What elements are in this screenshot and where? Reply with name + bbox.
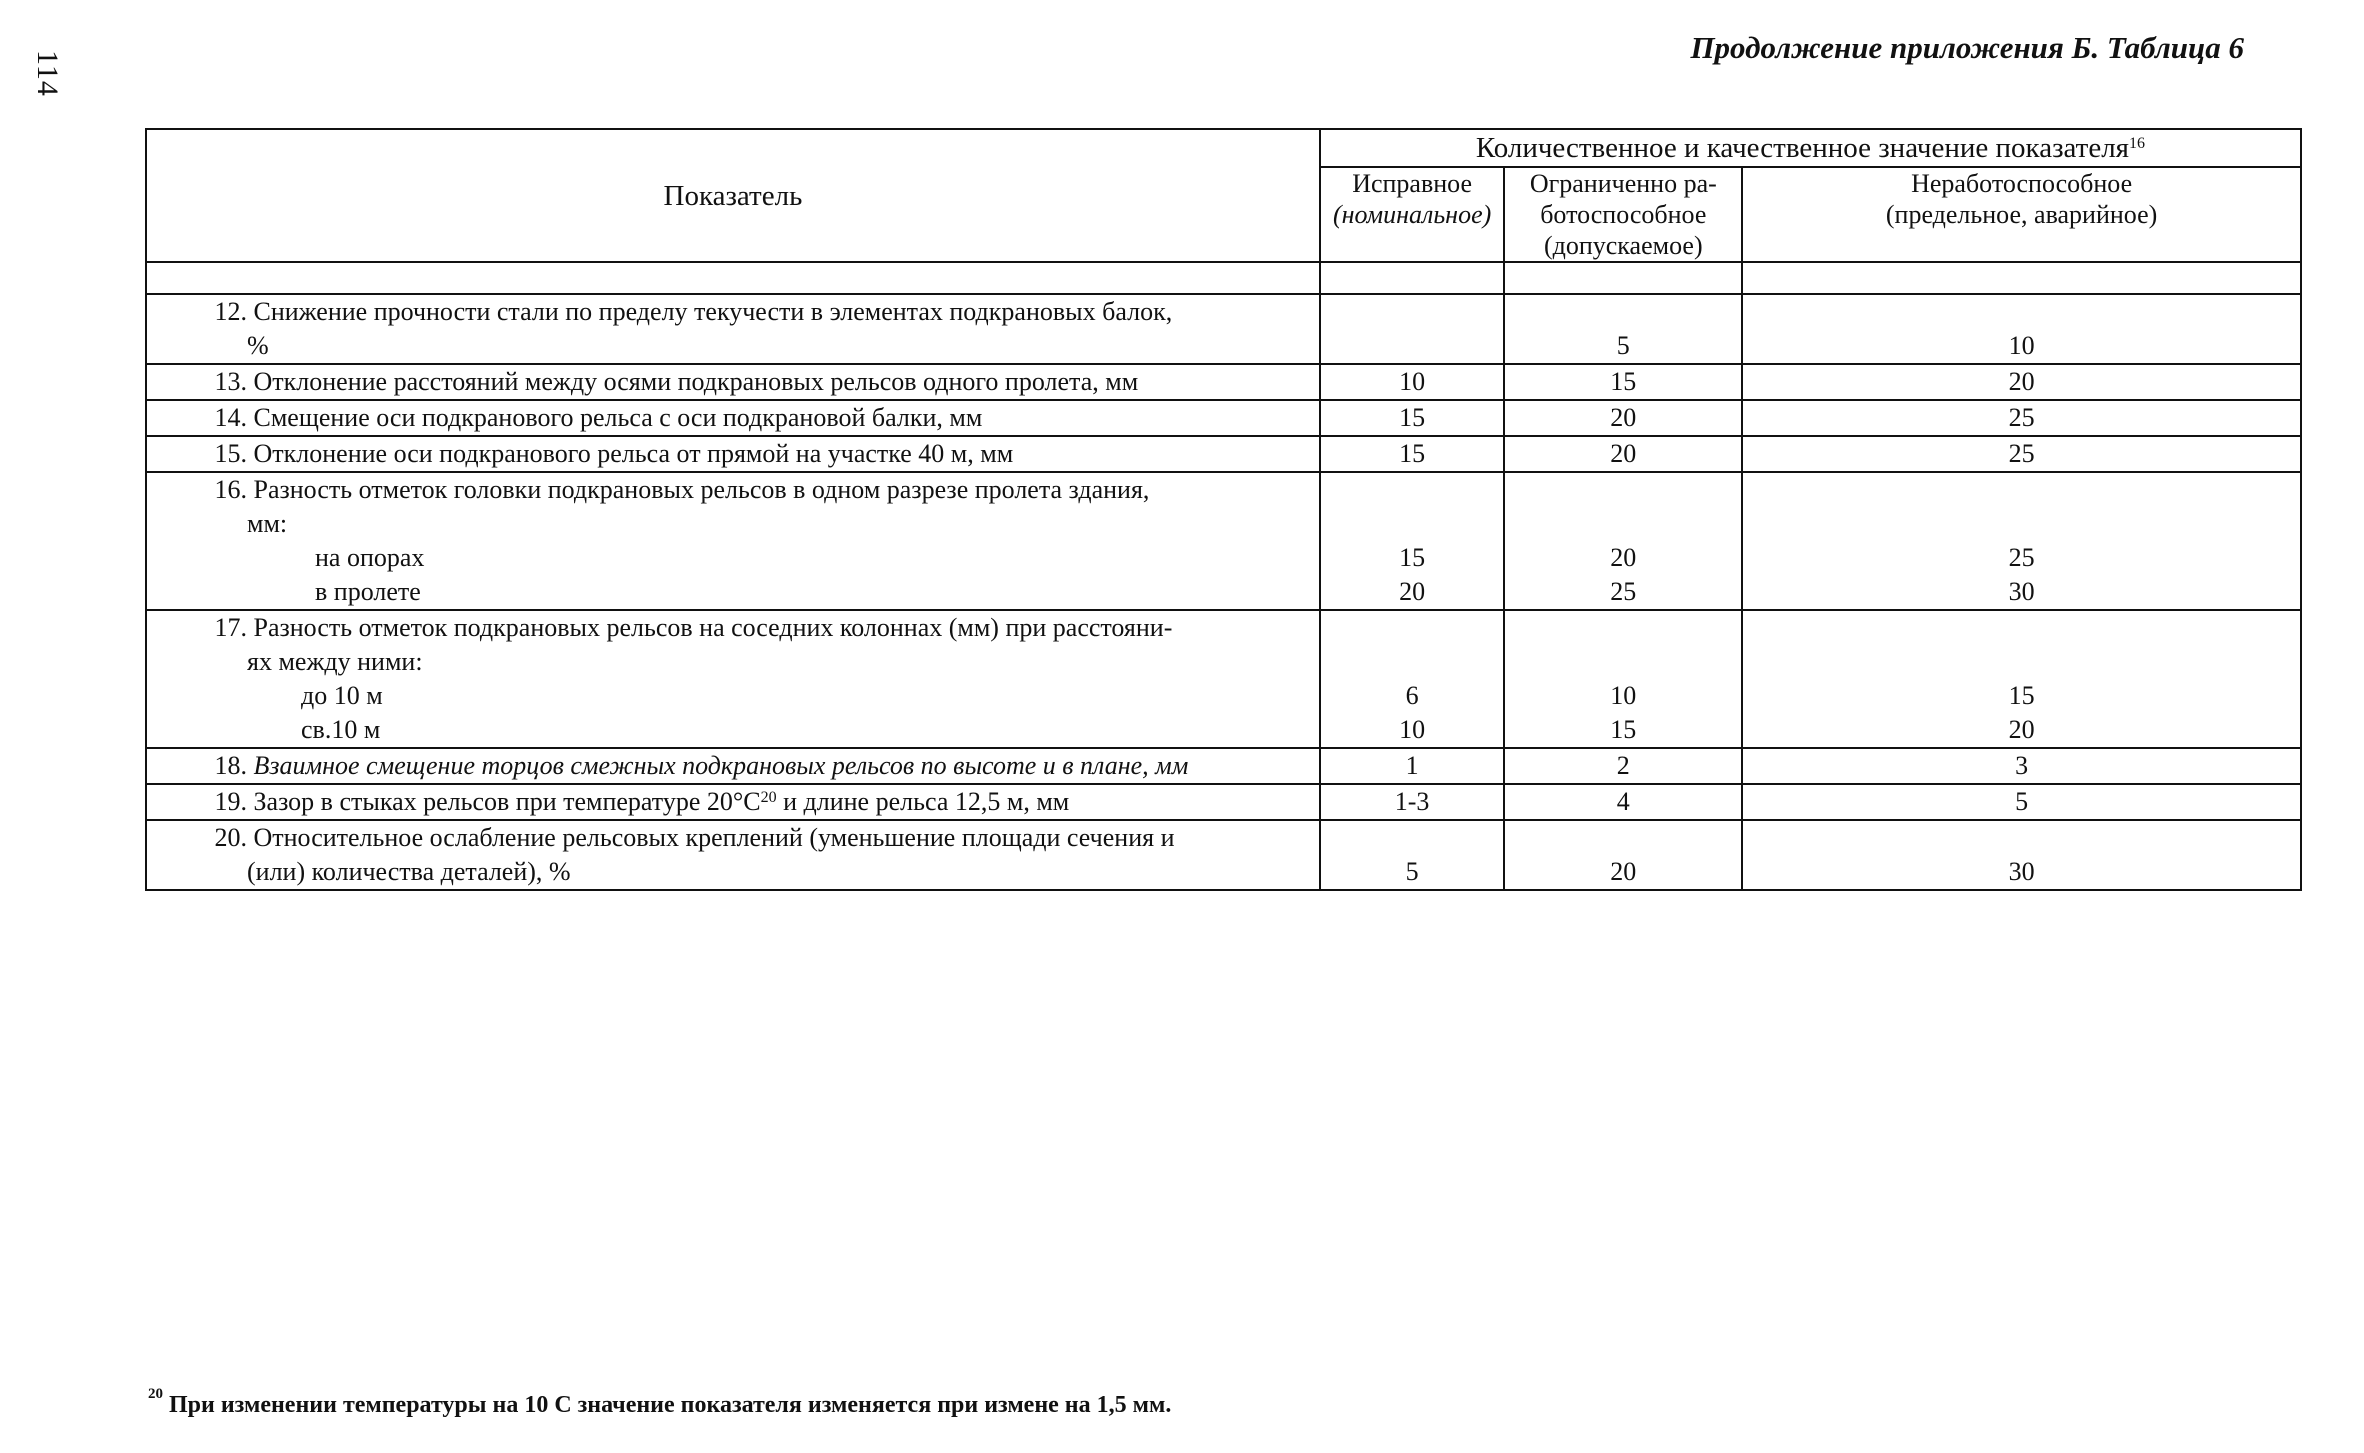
value-inoperable: 25 30 [1742,472,2301,610]
table-row [146,748,2301,784]
value-limited: 10 15 [1504,610,1742,748]
header-limited-line-2: ботоспособное [1540,200,1707,229]
value-inoperable: 25 [1742,400,2301,436]
value-serviceable [1320,294,1505,364]
value-serviceable: 15 [1320,436,1505,472]
header-limited-line-1: Ограниченно ра- [1529,169,1717,198]
indicator-cell: 18. Взаимное смещение торцов смежных подкрановых рельсов по высоте и в плане, мм [146,748,1320,784]
sub-item-label: св.10 м [301,715,381,744]
value-inoperable: 5 [1742,784,2301,820]
indicator-cell: 20. Относительное ослабление рельсовых креплений (уменьшение площади сечения и (или) количества деталей), % [146,820,1320,890]
indicator-cell: 12. Снижение прочности стали по пределу текучести в элементах подкрановых балок, % [146,294,1320,364]
indicator-cell: 15. Отклонение оси подкранового рельса от прямой на участке 40 м, мм [146,436,1320,472]
table-header-row [146,129,2301,167]
sub-item-label: в пролете [315,577,421,606]
value-limited: 20 [1504,436,1742,472]
indicator-cell: 14. Смещение оси подкранового рельса с оси подкрановой балки, мм [146,400,1320,436]
value-limited: 5 [1504,294,1742,364]
table-row [146,820,2301,890]
sub-item-label: до 10 м [301,681,383,710]
value-inoperable: 20 [1742,364,2301,400]
value-limited: 15 [1504,364,1742,400]
footnote-text: При изменении температуры на 10 С значение показателя изменяется при измене на 1,5 мм. [169,1392,1172,1418]
header-inoperable [1742,167,2301,262]
value-serviceable: 15 20 [1320,472,1505,610]
header-limited [1504,167,1742,262]
value-limited: 20 [1504,820,1742,890]
footnote-mark: 20 [148,1386,163,1402]
footnote-ref-20: 20 [760,789,777,806]
indicator-cell: 19. Зазор в стыках рельсов при температуре 20°С$^{20}$ и длине рельса 12,5 м, мм [146,784,1320,820]
value-serviceable: 10 [1320,364,1505,400]
header-serviceable-line-2: (номинальное) [1332,200,1492,229]
table-spacer-row [146,262,2301,294]
table-row [146,294,2301,364]
header-serviceable [1320,167,1505,262]
indicator-cell: 17. Разность отметок подкрановых рельсов на соседних колоннах (мм) при расстояни- ях между ними: до 10 м св.10 м [146,610,1320,748]
header-inoperable-line-1: Неработоспособное [1911,169,2133,198]
header-serviceable-line-1: Исправное [1352,169,1473,198]
table-row [146,400,2301,436]
value-limited: 20 25 [1504,472,1742,610]
header-limited-line-3: (допускаемое) [1543,231,1703,260]
table-row [146,472,2301,610]
indicator-cell: 16. Разность отметок головки подкрановых рельсов в одном разрезе пролета здания, мм: на опорах в пролете [146,472,1320,610]
sub-item-label: на опорах [315,543,425,572]
value-inoperable: 15 20 [1742,610,2301,748]
header-indicator: Показатель [146,129,1320,262]
indicator-cell: 13. Отклонение расстояний между осями подкрановых рельсов одного пролета, мм [146,364,1320,400]
value-inoperable: 3 [1742,748,2301,784]
header-inoperable-line-2: (предельное, аварийное) [1885,200,2158,229]
value-serviceable: 1-3 [1320,784,1505,820]
value-inoperable: 10 [1742,294,2301,364]
table-row [146,610,2301,748]
value-serviceable: 1 [1320,748,1505,784]
table-row [146,436,2301,472]
value-inoperable: 30 [1742,820,2301,890]
value-serviceable: 15 [1320,400,1505,436]
value-serviceable: 6 10 [1320,610,1505,748]
header-value-group [1320,129,2301,167]
value-serviceable: 5 [1320,820,1505,890]
value-inoperable: 25 [1742,436,2301,472]
table-row [146,784,2301,820]
value-limited: 4 [1504,784,1742,820]
header-value-group-label: Количественное и качественное значение показателя [1475,132,2130,164]
page-number: 114 [31,50,64,97]
footnote-ref-16: 16 [2129,135,2146,152]
running-head: Продолжение приложения Б. Таблица 6 [1690,30,2244,65]
footnote [148,1386,1172,1419]
value-limited: 20 [1504,400,1742,436]
indicator-table [145,128,2302,891]
table-row [146,364,2301,400]
value-limited: 2 [1504,748,1742,784]
